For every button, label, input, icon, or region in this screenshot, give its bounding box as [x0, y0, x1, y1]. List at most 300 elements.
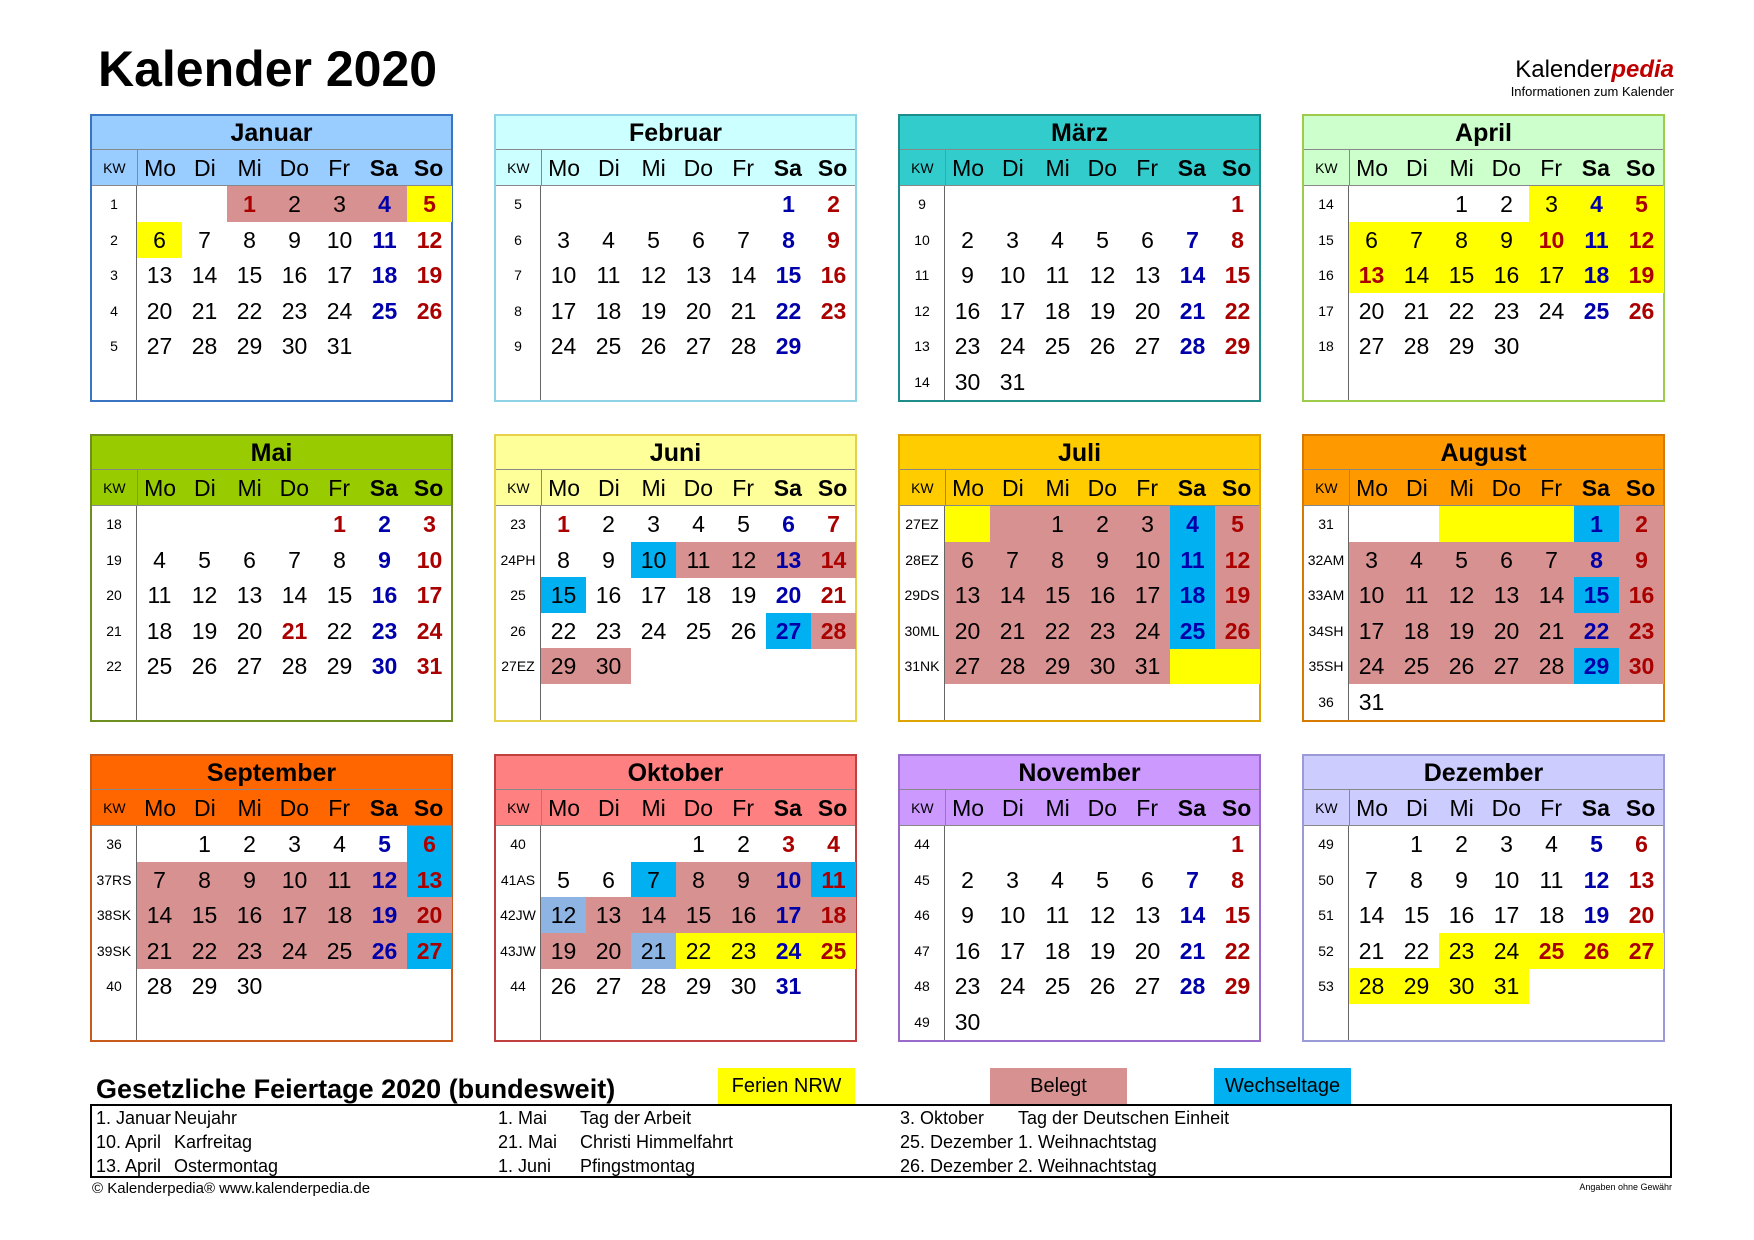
- day-cell[interactable]: 27: [1134, 333, 1161, 360]
- day-cell[interactable]: 16: [1619, 577, 1664, 613]
- day-cell[interactable]: 23: [820, 297, 847, 324]
- day-cell[interactable]: 11: [811, 862, 856, 898]
- day-cell[interactable]: 30: [1439, 968, 1484, 1004]
- day-cell[interactable]: 6: [1635, 831, 1648, 857]
- day-cell[interactable]: 1: [1231, 831, 1244, 857]
- day-cell[interactable]: 23: [1439, 933, 1484, 969]
- day-cell[interactable]: 21: [631, 933, 676, 969]
- day-cell[interactable]: 31: [326, 333, 353, 360]
- day-cell[interactable]: 16: [281, 262, 308, 289]
- day-cell[interactable]: 6: [602, 866, 615, 893]
- day-cell[interactable]: 16: [954, 937, 981, 964]
- day-cell[interactable]: 25: [685, 617, 712, 644]
- day-cell[interactable]: 2: [1619, 506, 1664, 542]
- day-cell[interactable]: 31: [1358, 689, 1385, 715]
- day-cell[interactable]: 17: [999, 297, 1026, 324]
- day-cell[interactable]: 26: [640, 333, 667, 360]
- day-cell[interactable]: 19: [640, 297, 667, 324]
- day-cell[interactable]: 15: [236, 262, 263, 289]
- day-cell[interactable]: 29: [775, 333, 802, 360]
- day-cell[interactable]: 9: [1455, 866, 1468, 893]
- day-cell[interactable]: 21: [730, 297, 757, 324]
- day-cell[interactable]: 10: [999, 262, 1026, 289]
- day-cell[interactable]: 28: [1403, 333, 1430, 360]
- day-cell[interactable]: 30: [730, 973, 757, 1000]
- day-cell[interactable]: 2: [961, 866, 974, 893]
- day-cell[interactable]: 28: [730, 333, 757, 360]
- day-cell[interactable]: 28: [191, 333, 218, 360]
- day-cell[interactable]: 9: [378, 546, 391, 573]
- day-cell[interactable]: 30: [1080, 648, 1125, 684]
- day-cell[interactable]: 27: [236, 653, 263, 680]
- day-cell[interactable]: 17: [640, 582, 667, 609]
- day-cell[interactable]: 9: [288, 226, 301, 253]
- day-cell[interactable]: 3: [1529, 186, 1574, 222]
- day-cell[interactable]: 10: [766, 862, 811, 898]
- day-cell[interactable]: 7: [137, 862, 182, 898]
- day-cell[interactable]: 3: [1006, 226, 1019, 253]
- day-cell[interactable]: 7: [1186, 226, 1199, 253]
- day-cell[interactable]: 4: [1394, 542, 1439, 578]
- day-cell[interactable]: 15: [1574, 577, 1619, 613]
- day-cell[interactable]: 14: [1358, 902, 1385, 929]
- day-cell[interactable]: 14: [990, 577, 1035, 613]
- day-cell[interactable]: 3: [647, 511, 660, 537]
- day-cell[interactable]: 5: [737, 511, 750, 537]
- day-cell[interactable]: 29: [541, 648, 586, 684]
- day-cell[interactable]: 5: [1619, 186, 1664, 222]
- day-cell[interactable]: 23: [1493, 297, 1520, 324]
- day-cell[interactable]: 18: [1394, 613, 1439, 649]
- day-cell[interactable]: 28: [990, 648, 1035, 684]
- day-cell[interactable]: 25: [371, 297, 398, 324]
- brand-logo[interactable]: [1511, 58, 1674, 99]
- day-cell[interactable]: 21: [1529, 613, 1574, 649]
- day-cell[interactable]: 10: [1529, 222, 1574, 258]
- day-cell[interactable]: 5: [1215, 506, 1260, 542]
- day-cell[interactable]: 12: [362, 862, 407, 898]
- day-cell[interactable]: 13: [1484, 577, 1529, 613]
- day-cell[interactable]: 26: [416, 297, 443, 324]
- day-cell[interactable]: 6: [1349, 222, 1394, 258]
- day-cell[interactable]: 20: [685, 297, 712, 324]
- day-cell[interactable]: 16: [1448, 902, 1475, 929]
- day-cell[interactable]: 14: [631, 897, 676, 933]
- day-cell[interactable]: 22: [1403, 937, 1430, 964]
- day-cell[interactable]: 2: [378, 511, 391, 537]
- day-cell[interactable]: 18: [317, 897, 362, 933]
- day-cell[interactable]: 12: [416, 226, 443, 253]
- day-cell[interactable]: 8: [243, 226, 256, 253]
- day-cell[interactable]: 1: [1035, 506, 1080, 542]
- day-cell[interactable]: 5: [557, 866, 570, 893]
- day-cell[interactable]: 17: [550, 297, 577, 324]
- day-cell[interactable]: 27: [685, 333, 712, 360]
- day-cell[interactable]: 21: [137, 933, 182, 969]
- day-cell[interactable]: 27: [1134, 973, 1161, 1000]
- day-cell[interactable]: 18: [146, 617, 173, 644]
- day-cell[interactable]: 20: [1134, 937, 1161, 964]
- day-cell[interactable]: 23: [954, 333, 981, 360]
- day-cell[interactable]: 3: [288, 831, 301, 857]
- day-cell[interactable]: 15: [1439, 257, 1484, 293]
- day-cell[interactable]: 6: [243, 546, 256, 573]
- day-cell[interactable]: 25: [317, 933, 362, 969]
- day-cell[interactable]: 29: [191, 973, 218, 1000]
- day-cell[interactable]: 31: [999, 369, 1026, 395]
- day-cell[interactable]: 6: [407, 826, 452, 862]
- day-cell[interactable]: 22: [550, 617, 577, 644]
- day-cell[interactable]: 26: [1089, 973, 1116, 1000]
- day-cell[interactable]: 22: [236, 297, 263, 324]
- day-cell[interactable]: 18: [371, 262, 398, 289]
- day-cell[interactable]: 2: [602, 511, 615, 537]
- day-cell[interactable]: 11: [1045, 902, 1070, 929]
- day-cell[interactable]: 7: [827, 511, 840, 537]
- day-cell[interactable]: 1: [1455, 191, 1468, 217]
- day-cell[interactable]: 8: [1231, 226, 1244, 253]
- day-cell[interactable]: 9: [1619, 542, 1664, 578]
- day-cell[interactable]: 2: [961, 226, 974, 253]
- day-cell[interactable]: 12: [1439, 577, 1484, 613]
- day-cell[interactable]: 19: [730, 582, 757, 609]
- day-cell[interactable]: 30: [371, 653, 398, 680]
- day-cell[interactable]: 15: [326, 582, 353, 609]
- day-cell[interactable]: 30: [281, 333, 308, 360]
- day-cell[interactable]: 7: [1394, 222, 1439, 258]
- day-cell[interactable]: 9: [827, 226, 840, 253]
- day-cell[interactable]: 21: [1179, 937, 1206, 964]
- day-cell[interactable]: 10: [326, 226, 353, 253]
- day-cell[interactable]: 6: [1484, 542, 1529, 578]
- day-cell[interactable]: 12: [1089, 262, 1116, 289]
- day-cell[interactable]: 23: [1619, 613, 1664, 649]
- day-cell[interactable]: 11: [1539, 866, 1564, 893]
- day-cell[interactable]: 3: [423, 511, 436, 537]
- day-cell[interactable]: 16: [227, 897, 272, 933]
- day-cell[interactable]: 28: [640, 973, 667, 1000]
- day-cell[interactable]: 14: [1179, 902, 1206, 929]
- day-cell[interactable]: 18: [595, 297, 622, 324]
- day-cell[interactable]: 12: [1583, 866, 1610, 893]
- day-cell[interactable]: 4: [1051, 226, 1064, 253]
- day-cell[interactable]: 8: [1410, 866, 1423, 893]
- day-cell[interactable]: 9: [721, 862, 766, 898]
- day-cell[interactable]: 25: [1529, 933, 1574, 969]
- day-cell[interactable]: 18: [811, 897, 856, 933]
- day-cell[interactable]: 8: [1231, 866, 1244, 893]
- day-cell[interactable]: 2: [827, 191, 840, 217]
- day-cell[interactable]: 9: [961, 262, 974, 289]
- day-cell[interactable]: 12: [721, 542, 766, 578]
- day-cell[interactable]: 6: [137, 222, 182, 258]
- day-cell[interactable]: 13: [146, 262, 173, 289]
- day-cell[interactable]: 15: [1035, 577, 1080, 613]
- day-cell[interactable]: 9: [961, 902, 974, 929]
- day-cell[interactable]: 15: [182, 897, 227, 933]
- day-cell[interactable]: 27: [595, 973, 622, 1000]
- day-cell[interactable]: 4: [827, 831, 840, 857]
- day-cell[interactable]: 22: [775, 297, 802, 324]
- day-cell[interactable]: 16: [595, 582, 622, 609]
- day-cell[interactable]: 15: [775, 262, 802, 289]
- day-cell[interactable]: 3: [1349, 542, 1394, 578]
- day-cell[interactable]: 17: [272, 897, 317, 933]
- day-cell[interactable]: 8: [1439, 222, 1484, 258]
- day-cell[interactable]: 31: [1484, 968, 1529, 1004]
- day-cell[interactable]: 7: [990, 542, 1035, 578]
- day-cell[interactable]: 16: [954, 297, 981, 324]
- day-cell[interactable]: 19: [541, 933, 586, 969]
- day-cell[interactable]: 13: [945, 577, 990, 613]
- day-cell[interactable]: 4: [1574, 186, 1619, 222]
- day-cell[interactable]: 24: [550, 333, 577, 360]
- day-cell[interactable]: 20: [407, 897, 452, 933]
- day-cell[interactable]: 10: [550, 262, 577, 289]
- day-cell[interactable]: 1: [198, 831, 211, 857]
- day-cell[interactable]: 6: [782, 511, 795, 537]
- day-cell[interactable]: 1: [1410, 831, 1423, 857]
- day-cell[interactable]: 13: [407, 862, 452, 898]
- day-cell[interactable]: 21: [1179, 297, 1206, 324]
- day-cell[interactable]: 17: [1529, 257, 1574, 293]
- day-cell[interactable]: 8: [782, 226, 795, 253]
- day-cell[interactable]: 20: [236, 617, 263, 644]
- day-cell[interactable]: 25: [1044, 333, 1071, 360]
- day-cell[interactable]: 24: [999, 333, 1026, 360]
- day-cell[interactable]: 15: [1224, 902, 1251, 929]
- day-cell[interactable]: 1: [1574, 506, 1619, 542]
- day-cell[interactable]: 7: [198, 226, 211, 253]
- day-cell[interactable]: 22: [1224, 297, 1251, 324]
- day-cell[interactable]: 19: [1215, 577, 1260, 613]
- day-cell[interactable]: 22: [1224, 937, 1251, 964]
- day-cell[interactable]: 27: [766, 613, 811, 649]
- day-cell[interactable]: 24: [1538, 297, 1565, 324]
- day-cell[interactable]: 14: [1179, 262, 1206, 289]
- day-cell[interactable]: 4: [1051, 866, 1064, 893]
- day-cell[interactable]: 29: [1574, 648, 1619, 684]
- day-cell[interactable]: 3: [317, 186, 362, 222]
- day-cell[interactable]: 7: [288, 546, 301, 573]
- day-cell[interactable]: 16: [721, 897, 766, 933]
- day-cell[interactable]: 27: [146, 333, 173, 360]
- day-cell[interactable]: 18: [685, 582, 712, 609]
- day-cell[interactable]: 15: [676, 897, 721, 933]
- day-cell[interactable]: 6: [692, 226, 705, 253]
- day-cell[interactable]: 24: [999, 973, 1026, 1000]
- day-cell[interactable]: 4: [602, 226, 615, 253]
- day-cell[interactable]: 20: [1134, 297, 1161, 324]
- day-cell[interactable]: 2: [737, 831, 750, 857]
- day-cell[interactable]: 22: [1448, 297, 1475, 324]
- day-cell[interactable]: 7: [1529, 542, 1574, 578]
- day-cell[interactable]: 29: [326, 653, 353, 680]
- day-cell[interactable]: 25: [1044, 973, 1071, 1000]
- day-cell[interactable]: 19: [1583, 902, 1610, 929]
- day-cell[interactable]: 19: [416, 262, 443, 289]
- day-cell[interactable]: 4: [333, 831, 346, 857]
- day-cell[interactable]: 7: [737, 226, 750, 253]
- day-cell[interactable]: 5: [198, 546, 211, 573]
- day-cell[interactable]: 14: [1529, 577, 1574, 613]
- day-cell[interactable]: 25: [1583, 297, 1610, 324]
- day-cell[interactable]: 21: [281, 617, 308, 644]
- day-cell[interactable]: 9: [602, 546, 615, 573]
- day-cell[interactable]: 17: [1125, 577, 1170, 613]
- day-cell[interactable]: 31: [775, 973, 802, 1000]
- day-cell[interactable]: 13: [1134, 262, 1161, 289]
- day-cell[interactable]: 19: [1089, 937, 1116, 964]
- day-cell[interactable]: 12: [1215, 542, 1260, 578]
- day-cell[interactable]: 21: [1358, 937, 1385, 964]
- day-cell[interactable]: 5: [407, 186, 452, 222]
- day-cell[interactable]: 27: [1619, 933, 1664, 969]
- day-cell[interactable]: 30: [1619, 648, 1664, 684]
- day-cell[interactable]: 10: [416, 546, 443, 573]
- day-cell[interactable]: 17: [766, 897, 811, 933]
- day-cell[interactable]: 1: [227, 186, 272, 222]
- day-cell[interactable]: 26: [550, 973, 577, 1000]
- day-cell[interactable]: 30: [236, 973, 263, 1000]
- day-cell[interactable]: 27: [1484, 648, 1529, 684]
- day-cell[interactable]: 14: [281, 582, 308, 609]
- day-cell[interactable]: 6: [1141, 866, 1154, 893]
- day-cell[interactable]: 17: [416, 582, 443, 609]
- day-cell[interactable]: 7: [1186, 866, 1199, 893]
- day-cell[interactable]: 18: [1574, 257, 1619, 293]
- footer-copyright[interactable]: © Kalenderpedia® www.kalenderpedia.de: [92, 1180, 371, 1197]
- day-cell[interactable]: 16: [1484, 257, 1529, 293]
- day-cell[interactable]: 11: [1574, 222, 1619, 258]
- day-cell[interactable]: 13: [236, 582, 263, 609]
- day-cell[interactable]: 28: [811, 613, 856, 649]
- day-cell[interactable]: 20: [945, 613, 990, 649]
- day-cell[interactable]: 20: [1628, 902, 1655, 929]
- day-cell[interactable]: 22: [326, 617, 353, 644]
- day-cell[interactable]: 10: [1125, 542, 1170, 578]
- day-cell[interactable]: 25: [146, 653, 173, 680]
- day-cell[interactable]: 26: [1628, 297, 1655, 324]
- day-cell[interactable]: 11: [317, 862, 362, 898]
- day-cell[interactable]: 24: [416, 617, 443, 644]
- day-cell[interactable]: 2: [1500, 191, 1513, 217]
- day-cell[interactable]: 8: [333, 546, 346, 573]
- day-cell[interactable]: 14: [191, 262, 218, 289]
- day-cell[interactable]: 22: [1574, 613, 1619, 649]
- day-cell[interactable]: 26: [1439, 648, 1484, 684]
- day-cell[interactable]: 7: [631, 862, 676, 898]
- day-cell[interactable]: 5: [378, 831, 391, 857]
- day-cell[interactable]: 25: [1394, 648, 1439, 684]
- day-cell[interactable]: 28: [1349, 968, 1394, 1004]
- day-cell[interactable]: 12: [640, 262, 667, 289]
- day-cell[interactable]: 6: [945, 542, 990, 578]
- day-cell[interactable]: 8: [676, 862, 721, 898]
- day-cell[interactable]: 21: [820, 582, 847, 609]
- day-cell[interactable]: 28: [1179, 973, 1206, 1000]
- day-cell[interactable]: 11: [147, 582, 172, 609]
- day-cell[interactable]: 26: [362, 933, 407, 969]
- day-cell[interactable]: 1: [1231, 191, 1244, 217]
- day-cell[interactable]: 31: [416, 653, 443, 680]
- day-cell[interactable]: 29: [1448, 333, 1475, 360]
- day-cell[interactable]: 8: [1574, 542, 1619, 578]
- day-cell[interactable]: 23: [371, 617, 398, 644]
- day-cell[interactable]: 11: [372, 226, 397, 253]
- day-cell[interactable]: 1: [557, 511, 570, 537]
- day-cell[interactable]: 12: [191, 582, 218, 609]
- day-cell[interactable]: 4: [1170, 506, 1215, 542]
- day-cell[interactable]: 3: [1006, 866, 1019, 893]
- day-cell[interactable]: 11: [1394, 577, 1439, 613]
- day-cell[interactable]: 12: [541, 897, 586, 933]
- day-cell[interactable]: 31: [1125, 648, 1170, 684]
- day-cell[interactable]: 25: [595, 333, 622, 360]
- day-cell[interactable]: 30: [954, 369, 981, 395]
- day-cell[interactable]: 4: [362, 186, 407, 222]
- day-cell[interactable]: 9: [1080, 542, 1125, 578]
- day-cell[interactable]: 3: [557, 226, 570, 253]
- day-cell[interactable]: 23: [1080, 613, 1125, 649]
- day-cell[interactable]: 10: [999, 902, 1026, 929]
- day-cell[interactable]: 24: [326, 297, 353, 324]
- day-cell[interactable]: 25: [811, 933, 856, 969]
- day-cell[interactable]: 19: [191, 617, 218, 644]
- day-cell[interactable]: 6: [1141, 226, 1154, 253]
- day-cell[interactable]: 4: [692, 511, 705, 537]
- day-cell[interactable]: 5: [1590, 831, 1603, 857]
- day-cell[interactable]: 24: [1125, 613, 1170, 649]
- day-cell[interactable]: 24: [1349, 648, 1394, 684]
- day-cell[interactable]: 10: [1493, 866, 1520, 893]
- day-cell[interactable]: 16: [1080, 577, 1125, 613]
- day-cell[interactable]: 29: [685, 973, 712, 1000]
- day-cell[interactable]: 13: [685, 262, 712, 289]
- day-cell[interactable]: 2: [243, 831, 256, 857]
- day-cell[interactable]: 8: [557, 546, 570, 573]
- day-cell[interactable]: 16: [371, 582, 398, 609]
- day-cell[interactable]: 30: [954, 1009, 981, 1035]
- day-cell[interactable]: 20: [775, 582, 802, 609]
- day-cell[interactable]: 30: [586, 648, 631, 684]
- day-cell[interactable]: 28: [1529, 648, 1574, 684]
- day-cell[interactable]: 23: [721, 933, 766, 969]
- day-cell[interactable]: 24: [766, 933, 811, 969]
- day-cell[interactable]: 14: [730, 262, 757, 289]
- day-cell[interactable]: 1: [692, 831, 705, 857]
- day-cell[interactable]: 20: [1484, 613, 1529, 649]
- day-cell[interactable]: 25: [1170, 613, 1215, 649]
- day-cell[interactable]: 13: [586, 897, 631, 933]
- day-cell[interactable]: 28: [146, 973, 173, 1000]
- day-cell[interactable]: 18: [1044, 937, 1071, 964]
- day-cell[interactable]: 15: [1224, 262, 1251, 289]
- day-cell[interactable]: 12: [1089, 902, 1116, 929]
- day-cell[interactable]: 20: [146, 297, 173, 324]
- day-cell[interactable]: 1: [333, 511, 346, 537]
- day-cell[interactable]: 5: [1439, 542, 1484, 578]
- day-cell[interactable]: 22: [1035, 613, 1080, 649]
- day-cell[interactable]: 11: [596, 262, 621, 289]
- day-cell[interactable]: 11: [1170, 542, 1215, 578]
- day-cell[interactable]: 14: [137, 897, 182, 933]
- day-cell[interactable]: 24: [1484, 933, 1529, 969]
- day-cell[interactable]: 10: [631, 542, 676, 578]
- day-cell[interactable]: 1: [782, 191, 795, 217]
- day-cell[interactable]: 17: [1349, 613, 1394, 649]
- day-cell[interactable]: 29: [1224, 973, 1251, 1000]
